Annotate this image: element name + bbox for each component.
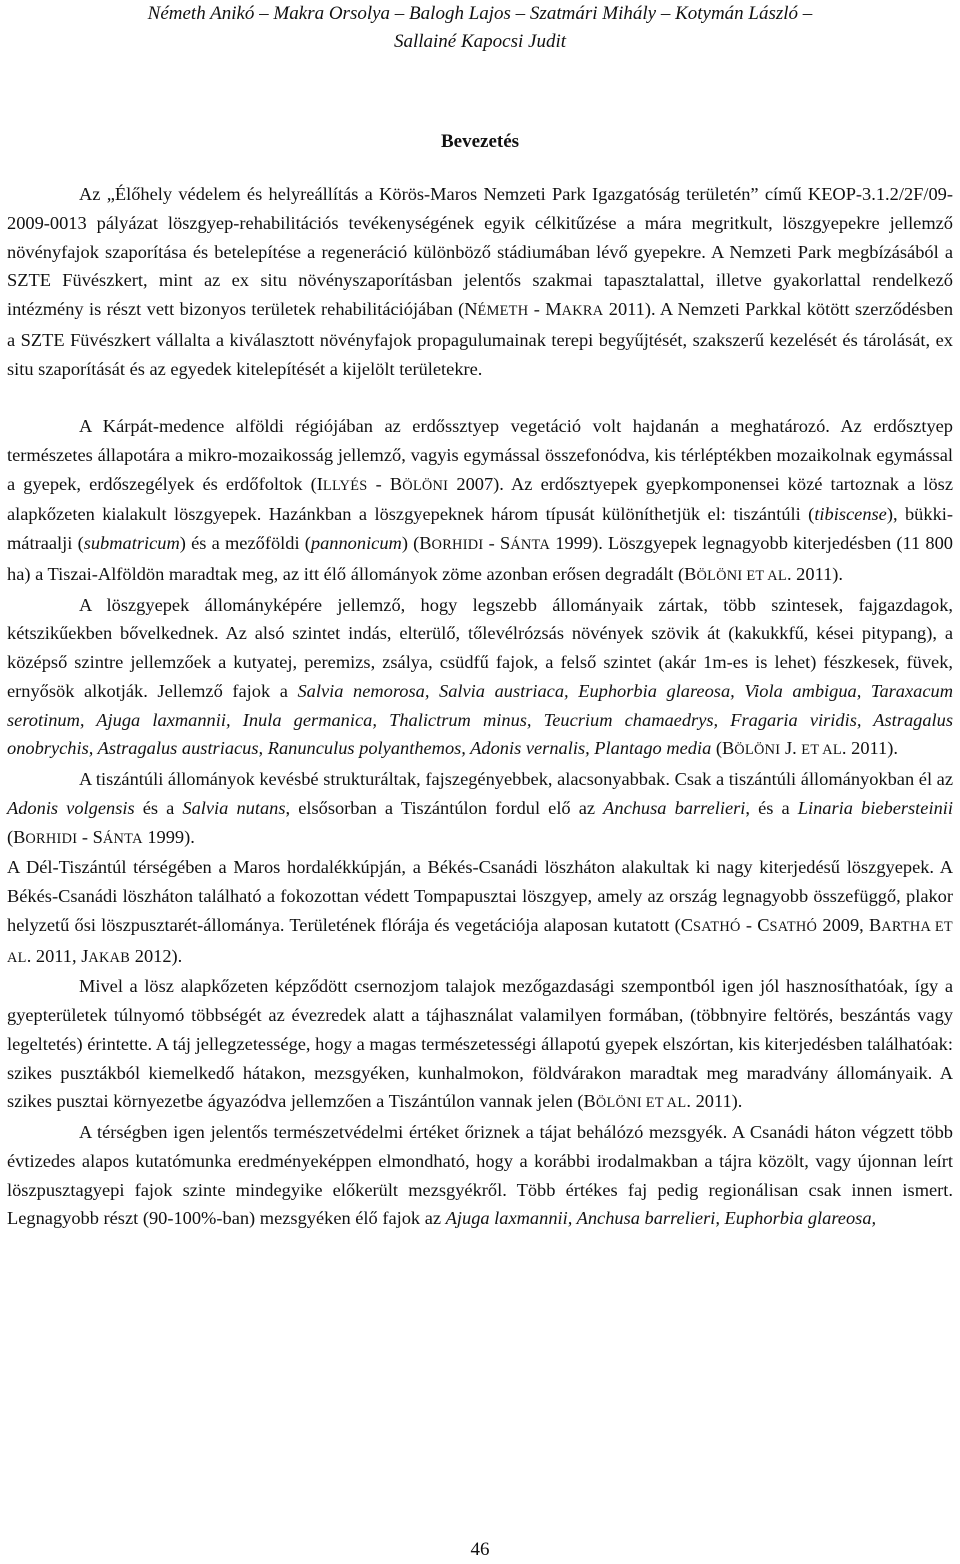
text-run: - C	[740, 914, 770, 935]
small-caps-text: ÁNTA	[510, 537, 551, 553]
running-header	[0, 0, 960, 56]
text-run: . 2011).	[841, 738, 898, 759]
text-run: ), bükki-mátraalji (	[7, 504, 954, 553]
text-run: Mivel a lösz alapkőzeten képződött csernozjom talajok mezőgazdasági szempontból igen jól hasznosíthatóak, így a gyepterületek túlnyomó többségét az évezredek alatt a tájhasználat valamilyen formában, (többnyire feltörés, beszántás vagy legeltetés) érintette. A táj jellegzetessége, hogy a magas természetességi állapotú gyepek elszórtan, kis kiterjedésben találhatóak: szikes pusztákból kiemelkedő hátakon, mezsgyéken, kunhalmokon, földvárakon maradtak meg maradvány állományaik. A szikes pusztai környezetbe ágyazódva jellemzően a Tiszántúlon vannak jelen (B	[7, 976, 953, 1112]
small-caps-text: ORHIDI	[25, 830, 78, 847]
paragraph	[7, 180, 953, 383]
text-run: . 2011).	[786, 563, 843, 584]
text-run: . 2011, J	[26, 945, 89, 966]
text-run: A Dél-Tiszántúl térségében a Maros hordalékkúpján, a Békés-Csanádi löszháton alakultak ki nagy kiterjedésű löszgyepek. A Békés-Csanádi löszháton található a fokozottan védett Tompapusztai löszgyep, amely az ország legnagyobb összefüggő, plakor helyzetű ősi löszpusztarét-állománya. Területének flórája és vegetációja alaposan kutatott (C	[7, 857, 953, 935]
text-run: , elsősorban a Tiszántúlon fordul elő az	[285, 797, 604, 818]
paragraph	[7, 765, 953, 853]
italic-text: pannonicum	[310, 533, 402, 553]
text-run: - S	[483, 533, 511, 553]
small-caps-text: ÉMETH	[477, 303, 529, 319]
italic-text: Ajuga laxmannii, Anchusa barrelieri, Euphorbia glareosa,	[445, 1208, 877, 1229]
small-caps-text: AKAB	[88, 949, 131, 966]
small-caps-text: SATHÓ	[769, 918, 818, 935]
text-run: (B	[711, 738, 735, 759]
text-run: 2007). Az erdősztyepek gyepkomponensei közé tartoznak a lösz alapkőzeten kialakult löszgyepek. Hazánkban a löszgyepeknek három típusát különíthetjük el: tiszántúli (	[7, 473, 954, 525]
italic-text: Adonis volgensis	[7, 797, 135, 818]
paragraph	[7, 591, 953, 766]
text-run: A térségben igen jelentős természetvédelmi értéket őriznek a tájat behálózó mezsgyék. A Csanádi háton végzett több évtizedes alapos kutatómunka eredményeképpen elmondható, hogy a korábbi irodalmakban a tájra közölt, vagy újonnan leírt löszpusztagyepi fajok szinte mindegyike előkerült mezsgyékről. Több értékes faj pedig regionálisan csak innen ismert. Legnagyobb részt (90-100%-ban) mezsgyéken élő fajok az	[7, 1122, 953, 1229]
text-run: (B	[7, 826, 26, 847]
text-run: Az „Élőhely védelem és helyreállítás a Körös-Maros Nemzeti Park Igazgatóság területén” című KEOP-3.1.2/2F/09-2009-0013 pályázat löszgyep-rehabilitációs tevékenységének egyik célkitűzése a mára megritkult, löszgyepekre jellemző növényfajok szaporítása és betelepítése a regeneráció különböző stádiumában lévő gyepekre. A Nemzeti Park megbízásából a SZTE Füvészkert, mint az ex situ növényszaporításban jelentős szakmai tapasztalattal, illetve gyakorlattal rendelkező intézmény is részt vett bizonyos területek rehabilitációjában (	[7, 184, 953, 319]
header-authors-line1: Németh Anikó – Makra Orsolya – Balogh Lajos – Szatmári Mihály – Kotymán László –	[147, 3, 813, 24]
small-caps-text: LLYÉS	[322, 477, 368, 494]
paragraph	[7, 1118, 953, 1233]
small-caps-text: ÖLÖNI	[402, 477, 449, 494]
text-run: 2009, B	[817, 914, 882, 935]
small-caps-text: SATHÓ	[693, 918, 741, 935]
italic-text: submatricum	[83, 533, 180, 553]
text-run: A tiszántúli állományok kevésbé strukturáltak, fajszegényebbek, alacsonyabbak. Csak a tiszántúli állományokban él az	[79, 769, 953, 789]
text-run: 2011). A Nemzeti Parkkal kötött szerződésben a SZTE Füvészkert vállalta a kiválasztott növényfajok propagulumainak terepi begyűjtését, szakszerű kezelését és tárolását, ex situ szaporítását és az egyedek kitelepítését a kijelölt területekre.	[7, 299, 954, 379]
italic-text: Linaria biebersteinii	[797, 797, 953, 818]
body-text	[7, 180, 953, 1233]
text-run: ) és a mezőföldi (	[179, 533, 311, 553]
text-run: 1999). Löszgyepek legnagyobb kiterjedésben (11 800 ha) a Tiszai-Alföldön maradtak meg, az itt élő állományok zöme azonban erősen degradált (B	[7, 533, 953, 584]
text-run: és a	[134, 797, 183, 818]
page-number: 46	[470, 1539, 490, 1560]
text-run: - S	[77, 826, 103, 847]
small-caps-text: AKRA	[561, 303, 604, 319]
text-run: 2012).	[130, 945, 183, 966]
italic-text: tibiscense	[814, 504, 887, 525]
text-run: 1999).	[142, 826, 195, 847]
small-caps-text: ÖLÖNI ET AL	[595, 1095, 687, 1112]
paragraph	[7, 412, 953, 591]
small-caps-text: ORHIDI	[431, 537, 484, 553]
header-authors-line2: Sallainé Kapocsi Judit	[393, 31, 567, 52]
paragraph	[7, 853, 953, 972]
text-run: J.	[780, 738, 802, 759]
text-run: N	[464, 299, 478, 319]
section-title: Bevezetés	[440, 131, 520, 152]
text-run: A Kárpát-medence alföldi régiójában az erdőssztyep vegetáció volt hajdanán a meghatározó. Az erdősztyep természetes állapotára a mikro-mozaikosság jellemző, vagyis egymással összefonódva, kis térléptékben mozaikolnak egymással a gyepek, erdőszegélyek és erdőfoltok (I	[7, 416, 953, 494]
small-caps-text: ET AL	[801, 742, 842, 759]
small-caps-text: ÖLÖNI	[734, 742, 781, 759]
small-caps-text: ÁNTA	[102, 830, 143, 847]
text-run: A löszgyepek állományképére jellemző, hogy legszebb állományaik zártak, több szintesek, fajgazdagok, kétszikűekben bővelkednek. Az alsó szintet indás, elterülő, tőlevélrózsás növények szövik át (kakukkfű, kései pitypang), a középső szintre jellemzőek a kutyatej, peremizs, zsálya, csüdfű fajok, a felső szintet (akár 1m-es is lehet) fészkesek, füvek, ernyősök alkotják. Jellemző fajok a	[7, 594, 953, 701]
small-caps-text: ÖLÖNI ET AL	[696, 567, 787, 584]
italic-text: Salvia nemorosa, Salvia austriaca, Euphorbia glareosa, Viola ambigua, Taraxacum serotinum, Ajuga laxmannii, Inula germanica, Thalictrum minus, Teucrium chamaedrys, Fragaria viridis, Astragalus onobrychis, Astragalus austriacus, Ranunculus polyanthemos, Adonis vernalis, Plantago media	[7, 680, 953, 759]
italic-text: Salvia nutans	[182, 797, 286, 818]
text-run: . 2011).	[686, 1091, 743, 1112]
paragraph	[7, 972, 953, 1118]
small-caps-text: ARTHA ET AL	[7, 918, 953, 966]
text-run: - B	[367, 473, 403, 494]
text-run: - M	[528, 299, 562, 319]
text-run: ) (B	[401, 533, 432, 553]
italic-text: Anchusa barrelieri	[603, 797, 746, 818]
text-run: , és a	[745, 797, 798, 818]
